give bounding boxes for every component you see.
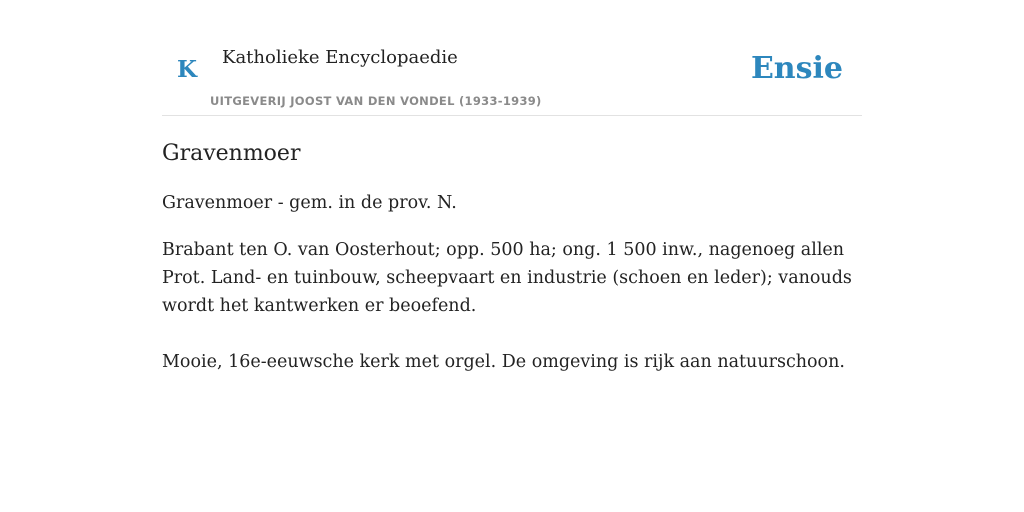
header-divider [162,115,862,116]
site-title: Katholieke Encyclopaedie [222,47,458,68]
ensie-brand-link[interactable]: Ensie [750,51,843,86]
article-title: Gravenmoer [162,141,301,166]
article-paragraph: Gravenmoer - gem. in de prov. N. [162,193,457,213]
article [162,138,862,376]
article-paragraph: Brabant ten O. van Oosterhout; opp. 500 ha; ong. 1 500 inw., nagenoeg allen Prot. Land- en tuinbouw, scheepvaart en industrie (schoen en leder); vanouds wordt het kantwerken er beoefend. [162,240,852,316]
encyclopedia-logo[interactable]: K [177,56,197,83]
publisher-subtitle: UITGEVERIJ JOOST VAN DEN VONDEL (1933-1939) [210,94,542,108]
article-paragraph: Mooie, 16e-eeuwsche kerk met orgel. De omgeving is rijk aan natuurschoon. [162,352,845,372]
